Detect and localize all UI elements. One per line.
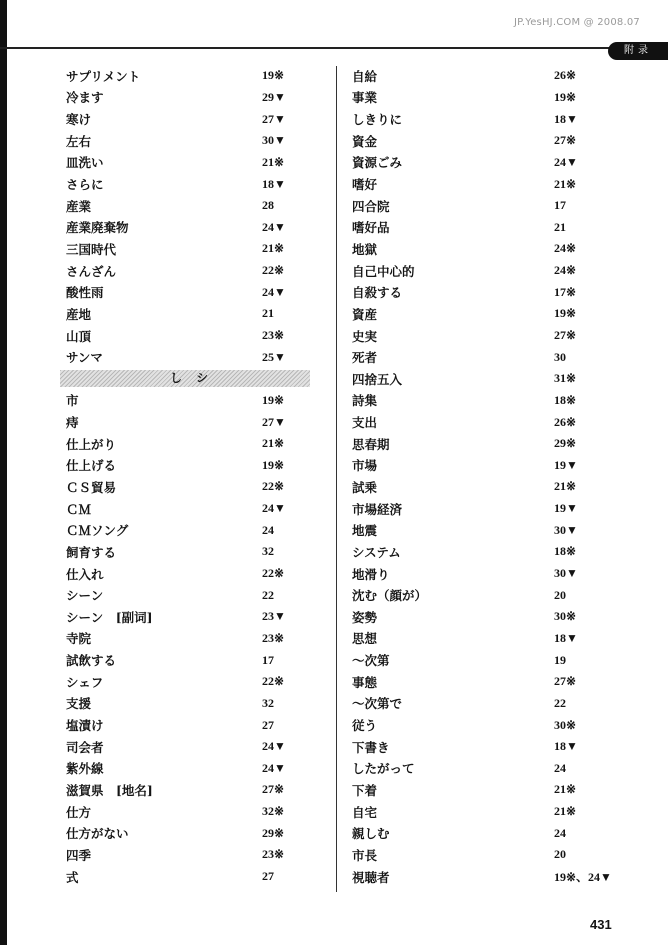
- index-entry: [66, 563, 324, 585]
- index-term: 自己中心的: [352, 263, 415, 279]
- index-page-ref: 26※: [554, 414, 577, 429]
- index-page-ref: 24▼: [262, 219, 286, 234]
- index-entry: [66, 238, 324, 260]
- index-term: 地滑り: [352, 566, 390, 582]
- index-page-ref: 32※: [262, 804, 285, 819]
- index-page-ref: 22: [554, 695, 566, 710]
- index-term: 四捨五入: [352, 371, 403, 387]
- index-page-ref: 27※: [262, 782, 285, 797]
- index-term: 支援: [66, 696, 92, 712]
- index-page-ref: 29※: [262, 825, 285, 840]
- index-entry: [66, 390, 324, 412]
- index-entry: [352, 822, 592, 844]
- index-term: 冷ます: [66, 90, 104, 106]
- index-term: 従う: [352, 718, 378, 734]
- index-page-ref: 22※: [262, 479, 285, 494]
- index-term: 仕方がない: [66, 826, 129, 842]
- index-entry: [66, 649, 324, 671]
- index-entry: [66, 433, 324, 455]
- index-page-ref: 24: [262, 522, 274, 537]
- index-page-ref: 21※: [554, 176, 577, 191]
- index-term: 三国時代: [66, 241, 117, 257]
- index-entry: [352, 303, 592, 325]
- index-entry: [66, 606, 324, 628]
- index-entry: [352, 519, 592, 541]
- index-page-ref: 24▼: [262, 760, 286, 775]
- index-page-ref: 21※: [262, 154, 285, 169]
- index-entry: [66, 866, 324, 888]
- index-term: 産地: [66, 306, 92, 322]
- index-entry: [352, 346, 592, 368]
- index-page-ref: 27▼: [262, 414, 286, 429]
- index-page-ref: 23※: [262, 328, 285, 342]
- index-term: 酸性雨: [66, 285, 104, 301]
- index-entry: [352, 433, 592, 455]
- index-entry: [352, 498, 592, 520]
- index-term: しきりに: [352, 112, 403, 128]
- index-term: 仕方: [66, 804, 92, 820]
- index-term: ～次第: [352, 653, 390, 669]
- index-entry: [66, 108, 324, 130]
- index-entry: [352, 584, 592, 606]
- index-entry: [352, 238, 592, 260]
- index-page-ref: 19※: [554, 306, 577, 321]
- index-term: ～次第で: [352, 696, 403, 712]
- index-page-ref: 17※: [554, 284, 577, 299]
- index-term: 産業: [66, 198, 92, 214]
- index-page-ref: 19※、24▼: [554, 870, 612, 885]
- index-entry: [352, 801, 592, 823]
- index-term: 自宅: [352, 804, 378, 820]
- index-page-ref: 19▼: [554, 501, 578, 516]
- left-column: [66, 65, 324, 887]
- index-term: 皿洗い: [66, 155, 104, 171]
- index-term: 親しむ: [352, 826, 390, 842]
- index-page-ref: 24▼: [262, 501, 286, 516]
- index-page-ref: 24▼: [262, 284, 286, 299]
- index-entry: [66, 216, 324, 238]
- right-column: [352, 65, 612, 887]
- index-term: 嗜好品: [352, 220, 390, 236]
- index-entry: [66, 758, 324, 780]
- page-edge-shadow: [0, 0, 7, 945]
- index-page-ref: 29▼: [262, 89, 286, 104]
- index-term: 仕入れ: [66, 566, 104, 582]
- index-entry: [352, 130, 592, 152]
- index-page-ref: 20: [554, 587, 566, 602]
- index-entry: [352, 844, 592, 866]
- index-page-ref: 30※: [554, 609, 577, 624]
- index-term: 視聴者: [352, 869, 390, 885]
- index-page-ref: 18▼: [554, 111, 578, 126]
- index-page-ref: 23▼: [262, 609, 286, 624]
- index-entry: [352, 152, 592, 174]
- index-page-ref: 18▼: [262, 176, 286, 191]
- index-page-ref: 21※: [262, 241, 285, 256]
- index-term: 資金: [352, 133, 378, 149]
- index-page-ref: 32: [262, 695, 274, 710]
- index-page-ref: 21※: [554, 479, 577, 494]
- index-page-ref: 22※: [262, 566, 285, 581]
- index-page-ref: 23※: [262, 847, 285, 862]
- index-term: 市: [66, 393, 79, 409]
- index-term: 資源ごみ: [352, 155, 403, 171]
- index-page-ref: 22※: [262, 674, 285, 689]
- index-page-ref: 24※: [554, 241, 577, 256]
- index-page-ref: 27※: [554, 328, 577, 342]
- index-page-ref: 19※: [262, 68, 285, 83]
- index-page-ref: 18▼: [554, 739, 578, 754]
- index-term: 寒け: [66, 112, 92, 128]
- index-entry: [352, 779, 592, 801]
- index-entry: [66, 281, 324, 303]
- index-entry: [66, 195, 324, 217]
- index-entry: [352, 736, 592, 758]
- index-entry: [352, 368, 592, 390]
- index-page-ref: 17: [262, 652, 274, 667]
- index-page-ref: 30※: [554, 717, 577, 732]
- index-term: 市場経済: [352, 501, 403, 517]
- index-entry: [66, 693, 324, 715]
- index-page-ref: 23※: [262, 630, 285, 645]
- index-term: 地獄: [352, 241, 378, 257]
- index-entry: [352, 65, 592, 87]
- index-term: 四季: [66, 847, 92, 863]
- index-page-ref: 31※: [554, 371, 577, 386]
- index-entry: [352, 476, 592, 498]
- index-entry: [352, 325, 592, 347]
- index-entry: [66, 303, 324, 325]
- index-entry: [66, 325, 324, 347]
- index-term: ＣＭソング: [66, 523, 129, 539]
- section-heading-bar: [60, 370, 310, 387]
- index-page-ref: 21※: [554, 804, 577, 819]
- index-term: 寺院: [66, 631, 92, 647]
- index-term: 死者: [352, 350, 378, 366]
- index-entry: [352, 606, 592, 628]
- index-term: 市場: [352, 458, 378, 474]
- index-term: 嗜好: [352, 177, 378, 193]
- index-term: 山頂: [66, 328, 92, 344]
- index-term: 史実: [352, 328, 378, 344]
- index-term: サンマ: [66, 350, 103, 366]
- index-page-ref: 19※: [262, 392, 285, 407]
- index-page-ref: 21: [554, 219, 566, 234]
- index-entry: [66, 628, 324, 650]
- index-entry: [352, 628, 592, 650]
- index-entry: [66, 519, 324, 541]
- index-entry: [66, 541, 324, 563]
- page-number: 431: [590, 917, 612, 932]
- index-page-ref: 27※: [554, 133, 577, 148]
- index-page-ref: 28: [262, 198, 274, 213]
- index-page-ref: 20: [554, 847, 566, 862]
- index-term: 思想: [352, 631, 378, 647]
- index-page-ref: 19: [554, 652, 566, 667]
- watermark: JP.YesHJ.COM @ 2008.07: [514, 17, 640, 28]
- index-page-ref: 24※: [554, 263, 577, 278]
- index-entry: [352, 563, 592, 585]
- index-term: 司会者: [66, 739, 104, 755]
- index-term: ＣＳ貿易: [66, 479, 117, 495]
- index-term: 沈む（顔が）: [352, 588, 428, 604]
- index-term: 市長: [352, 847, 378, 863]
- index-entry: [66, 411, 324, 433]
- index-page-ref: 19▼: [554, 457, 578, 472]
- index-page-ref: 29※: [554, 436, 577, 451]
- index-entry: [66, 173, 324, 195]
- index-term: したがって: [352, 761, 415, 777]
- index-term: 式: [66, 869, 79, 885]
- index-page-ref: 26※: [554, 68, 577, 83]
- index-page-ref: 17: [554, 198, 566, 213]
- section-heading: しシ: [170, 370, 223, 385]
- index-page-ref: 27※: [554, 674, 577, 689]
- index-entry: [352, 411, 592, 433]
- index-entry: [352, 260, 592, 282]
- index-term: シーン [副词]: [66, 609, 153, 625]
- index-term: 飼育する: [66, 544, 117, 560]
- index-term: さんざん: [66, 263, 117, 279]
- index-page-ref: 27▼: [262, 111, 286, 126]
- index-term: 紫外線: [66, 761, 104, 777]
- index-entry: [66, 346, 324, 368]
- index-entry: [352, 693, 592, 715]
- index-page-ref: 24▼: [554, 154, 578, 169]
- index-page-ref: 30: [554, 349, 566, 364]
- section-tab: 附录: [608, 42, 668, 60]
- index-page-ref: 25▼: [262, 349, 286, 364]
- index-term: 痔: [66, 415, 79, 431]
- index-page-ref: 19※: [554, 89, 577, 104]
- index-term: シェフ: [66, 674, 104, 690]
- index-entry: [352, 216, 592, 238]
- index-page-ref: 18※: [554, 392, 577, 407]
- index-entry: [352, 87, 592, 109]
- index-page-ref: 30▼: [554, 522, 578, 537]
- index-term: ＣＭ: [66, 501, 92, 517]
- index-term: 事態: [352, 674, 378, 690]
- index-entry: [352, 173, 592, 195]
- index-term: 自給: [352, 68, 378, 84]
- index-entry: [66, 714, 324, 736]
- index-entry: [66, 260, 324, 282]
- index-entry: [352, 758, 592, 780]
- index-entry: [66, 584, 324, 606]
- index-page-ref: 30▼: [262, 133, 286, 148]
- index-page-ref: 24: [554, 760, 566, 775]
- index-term: さらに: [66, 177, 104, 193]
- column-divider: [336, 66, 337, 892]
- index-entry: [352, 866, 612, 888]
- index-entry: [352, 649, 592, 671]
- index-page-ref: 27: [262, 869, 274, 884]
- index-page-ref: 21※: [554, 782, 577, 797]
- index-entry: [66, 844, 324, 866]
- index-entry: [352, 671, 592, 693]
- index-page-ref: 18▼: [554, 630, 578, 645]
- index-entry: [66, 779, 324, 801]
- index-term: 下書き: [352, 739, 390, 755]
- index-term: 資産: [352, 306, 378, 322]
- index-entry: [352, 541, 592, 563]
- index-term: 試乗: [352, 479, 378, 495]
- index-page-ref: 18※: [554, 544, 577, 559]
- index-term: 詩集: [352, 393, 378, 409]
- index-entry: [66, 736, 324, 758]
- index-entry: [66, 130, 324, 152]
- index-term: 塩漬け: [66, 718, 104, 734]
- index-entry: [352, 390, 592, 412]
- index-term: 姿勢: [352, 609, 378, 625]
- index-term: 自殺する: [352, 285, 403, 301]
- index-term: 事業: [352, 90, 378, 106]
- index-entry: [66, 87, 324, 109]
- index-page-ref: 24: [554, 825, 566, 840]
- index-page-ref: 30▼: [554, 566, 578, 581]
- index-entry: [352, 455, 592, 477]
- index-entry: [66, 476, 324, 498]
- index-page-ref: 22※: [262, 263, 285, 278]
- index-page-ref: 32: [262, 544, 274, 559]
- index-term: 左右: [66, 133, 92, 149]
- index-entry: [352, 108, 592, 130]
- index-page-ref: 21※: [262, 436, 285, 451]
- index-term: 産業廃棄物: [66, 220, 129, 236]
- index-page-ref: 21: [262, 306, 274, 321]
- index-page-ref: 19※: [262, 457, 285, 472]
- index-term: 支出: [352, 415, 378, 431]
- index-term: 思春期: [352, 436, 390, 452]
- index-entry: [66, 152, 324, 174]
- index-term: 下着: [352, 782, 378, 798]
- index-entry: [66, 801, 324, 823]
- index-term: システム: [352, 544, 401, 560]
- header-rule: [0, 47, 610, 49]
- index-term: 地震: [352, 523, 378, 539]
- index-entry: [66, 455, 324, 477]
- index-term: 四合院: [352, 198, 390, 214]
- index-entry: [66, 822, 324, 844]
- index-entry: [66, 498, 324, 520]
- index-term: サプリメント: [66, 68, 141, 84]
- index-entry: [66, 671, 324, 693]
- index-entry: [352, 281, 592, 303]
- index-term: シーン: [66, 588, 104, 604]
- index-page-ref: 24▼: [262, 739, 286, 754]
- index-page-ref: 22: [262, 587, 274, 602]
- index-term: 滋賀県 [地名]: [66, 782, 153, 798]
- index-term: 試飲する: [66, 653, 117, 669]
- index-term: 仕上がり: [66, 436, 117, 452]
- index-entry: [352, 195, 592, 217]
- index-page-ref: 27: [262, 717, 274, 732]
- index-term: 仕上げる: [66, 458, 117, 474]
- index-entry: [66, 65, 324, 87]
- index-entry: [352, 714, 592, 736]
